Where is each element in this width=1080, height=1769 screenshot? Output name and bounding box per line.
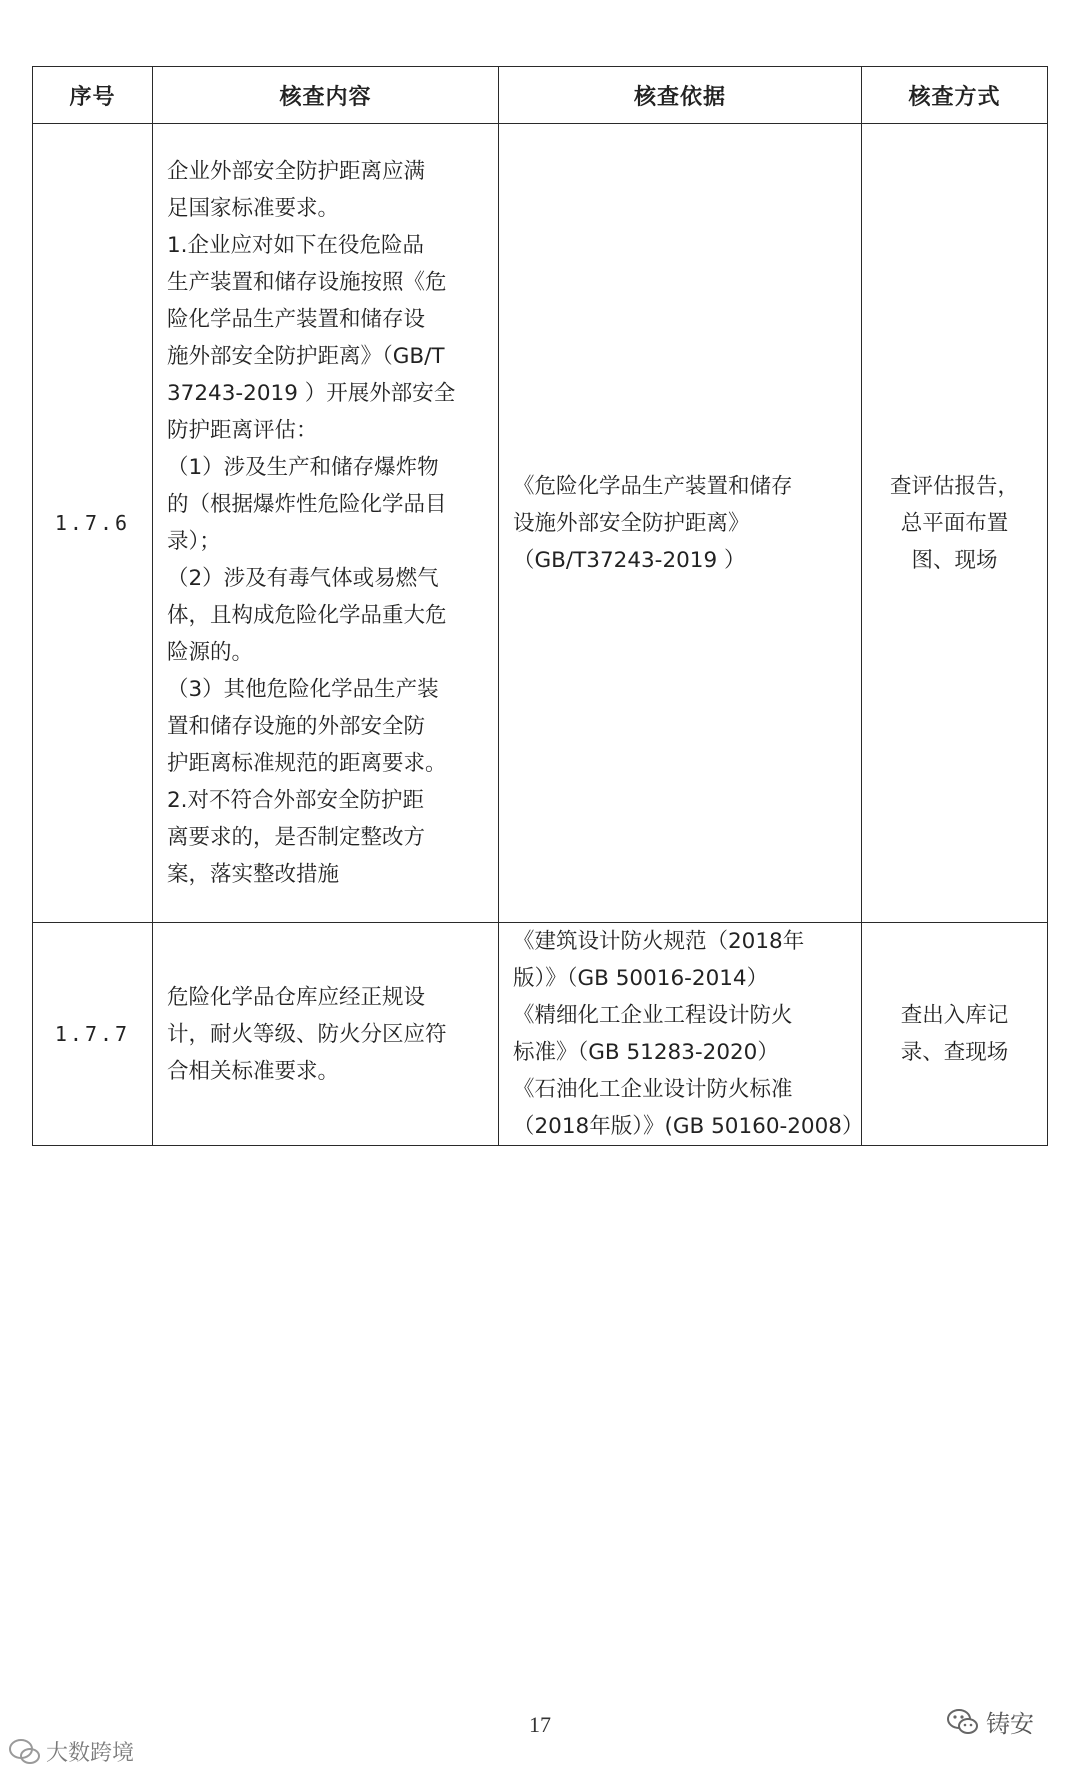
content-line: 离要求的，是否制定整改方	[167, 825, 426, 850]
method-line: 总平面布置	[900, 510, 1009, 536]
inspection-method	[862, 124, 1048, 923]
wechat-logo-icon	[946, 1707, 980, 1737]
content-line: 险化学品生产装置和储存设	[167, 307, 426, 332]
row-number: 1.7.7	[33, 923, 153, 1146]
content-line: （2）涉及有毒气体或易燃气	[167, 566, 439, 591]
content-line: 生产装置和储存设施按照《危	[167, 270, 447, 295]
table-header-row	[33, 67, 1048, 124]
content-line: 险源的。	[167, 640, 254, 665]
method-line: 录、查现场	[900, 1040, 1009, 1065]
header-no: 序号	[33, 67, 153, 124]
method-line: 查评估报告，	[889, 473, 1019, 499]
content-line: 防护距离评估：	[167, 418, 318, 443]
content-line: 护距离标准规范的距离要求。	[167, 751, 447, 776]
inspection-basis	[499, 124, 862, 923]
wechat-logo-icon	[8, 1737, 42, 1767]
basis-line: （GB/T37243-2019 ）	[513, 547, 746, 573]
content-line: （1）涉及生产和储存爆炸物	[167, 455, 439, 480]
basis-line: （2018年版）》(GB 50160-2008）	[513, 1114, 864, 1139]
content-line: 合相关标准要求。	[167, 1058, 340, 1084]
content-line: 37243-2019 ）开展外部安全	[167, 381, 456, 406]
basis-line: 《危险化学品生产装置和储存	[513, 473, 793, 499]
content-line: 施外部安全防护距离》（GB/T	[167, 344, 445, 369]
watermark-right	[946, 1704, 1034, 1739]
watermark-right-text: 铸安	[986, 1710, 1034, 1738]
watermark-left-text: 大数跨境	[46, 1741, 135, 1766]
page-number: 17	[529, 1712, 551, 1737]
header-content: 核查内容	[153, 67, 499, 124]
basis-line: 《建筑设计防火规范（2018年	[513, 929, 805, 954]
header-basis: 核查依据	[499, 67, 862, 124]
basis-line: 《石油化工企业设计防火标准	[513, 1077, 793, 1102]
content-line: 的（根据爆炸性危险化学品目	[167, 492, 447, 517]
content-line: 足国家标准要求。	[167, 196, 340, 221]
method-line: 查出入库记	[900, 1003, 1009, 1028]
row-number: 1.7.6	[33, 124, 153, 923]
table-row	[33, 923, 1048, 1146]
content-line: 录）；	[167, 529, 221, 554]
inspection-method	[862, 923, 1048, 1146]
method-line: 图、现场	[911, 547, 998, 573]
content-line: （3）其他危险化学品生产装	[167, 677, 439, 702]
content-line: 置和储存设施的外部安全防	[167, 714, 426, 739]
basis-line: 《精细化工企业工程设计防火	[513, 1003, 793, 1028]
inspection-basis	[499, 923, 862, 1146]
content-line: 危险化学品仓库应经正规设	[167, 984, 426, 1010]
basis-line: 版）》（GB 50016-2014）	[513, 966, 769, 991]
content-line: 案，落实整改措施	[167, 862, 340, 887]
content-line: 企业外部安全防护距离应满	[167, 159, 426, 184]
watermark-left	[8, 1736, 134, 1767]
inspection-content	[153, 923, 499, 1146]
table-row	[33, 124, 1048, 923]
content-line: 体，且构成危险化学品重大危	[167, 603, 447, 628]
content-line: 1.企业应对如下在役危险品	[167, 233, 425, 258]
content-line: 2.对不符合外部安全防护距	[167, 788, 425, 813]
content-line: 计，耐火等级、防火分区应符	[167, 1021, 447, 1047]
header-method: 核查方式	[862, 67, 1048, 124]
inspection-table	[32, 66, 1048, 1146]
basis-line: 标准》（GB 51283-2020）	[513, 1040, 779, 1065]
inspection-content	[153, 124, 499, 923]
basis-line: 设施外部安全防护距离》	[513, 510, 750, 536]
